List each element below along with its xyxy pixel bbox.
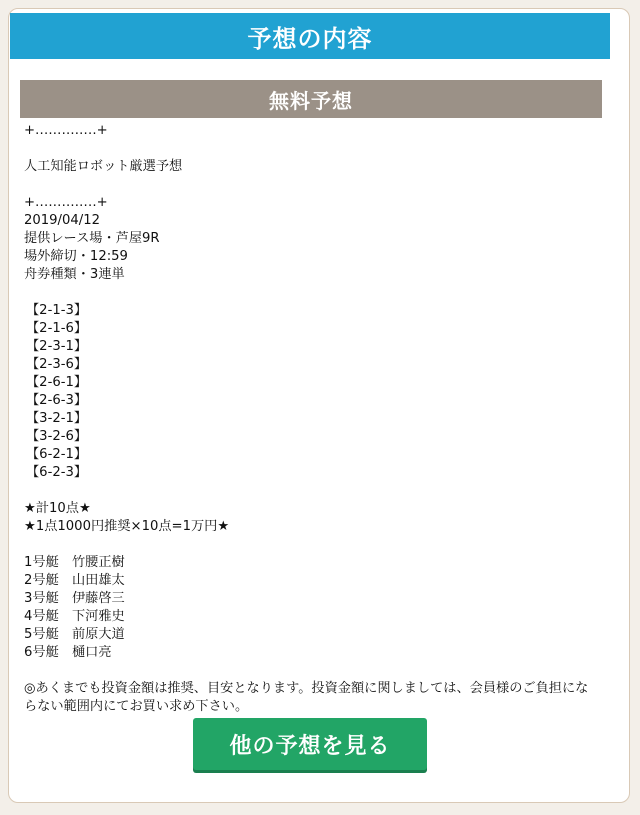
other-predictions-button[interactable]: 他の予想を見る — [193, 718, 427, 770]
racer-item: 5号艇 前原大道 — [24, 627, 125, 642]
disclaimer-note: ◎あくまでも投資金額は推奨、目安となります。投資金額に関しましては、会員様のご負担にならない範囲内にてお買い求め下さい。 — [24, 681, 589, 714]
pick-item: 【2-1-3】 — [26, 303, 88, 318]
pick-item: 【6-2-1】 — [26, 447, 88, 462]
stake-recommendation: ★1点1000円推奨×10点=1万円★ — [24, 519, 230, 534]
ticket-type: 舟券種類・3連単 — [24, 267, 125, 282]
pick-item: 【2-1-6】 — [26, 321, 88, 336]
pick-item: 【3-2-6】 — [26, 429, 88, 444]
racer-item: 1号艇 竹腰正樹 — [24, 555, 125, 570]
prediction-content — [24, 122, 600, 716]
racer-item: 2号艇 山田雄太 — [24, 573, 125, 588]
race-venue: 提供レース場・芦屋9R — [24, 231, 160, 246]
racer-item: 4号艇 下河雅史 — [24, 609, 125, 624]
pick-item: 【2-6-1】 — [26, 375, 88, 390]
race-date: 2019/04/12 — [24, 213, 101, 228]
pick-item: 【2-3-6】 — [26, 357, 88, 372]
racer-item: 6号艇 樋口亮 — [24, 645, 112, 660]
section-title: 無料予想 — [20, 80, 602, 118]
pick-item: 【2-6-3】 — [26, 393, 88, 408]
pick-item: 【6-2-3】 — [26, 465, 88, 480]
pick-item: 【2-3-1】 — [26, 339, 88, 354]
racer-item: 3号艇 伊藤啓三 — [24, 591, 125, 606]
divider-bottom: +‥‥‥‥‥‥‥+ — [24, 195, 108, 210]
picks-list — [24, 302, 600, 482]
divider-top: +‥‥‥‥‥‥‥+ — [24, 123, 108, 138]
page-title: 予想の内容 — [10, 13, 610, 59]
pick-item: 【3-2-1】 — [26, 411, 88, 426]
plan-name: 人工知能ロボット厳選予想 — [24, 159, 183, 174]
total-points: ★計10点★ — [24, 501, 91, 516]
race-deadline: 場外締切・12:59 — [24, 249, 128, 264]
